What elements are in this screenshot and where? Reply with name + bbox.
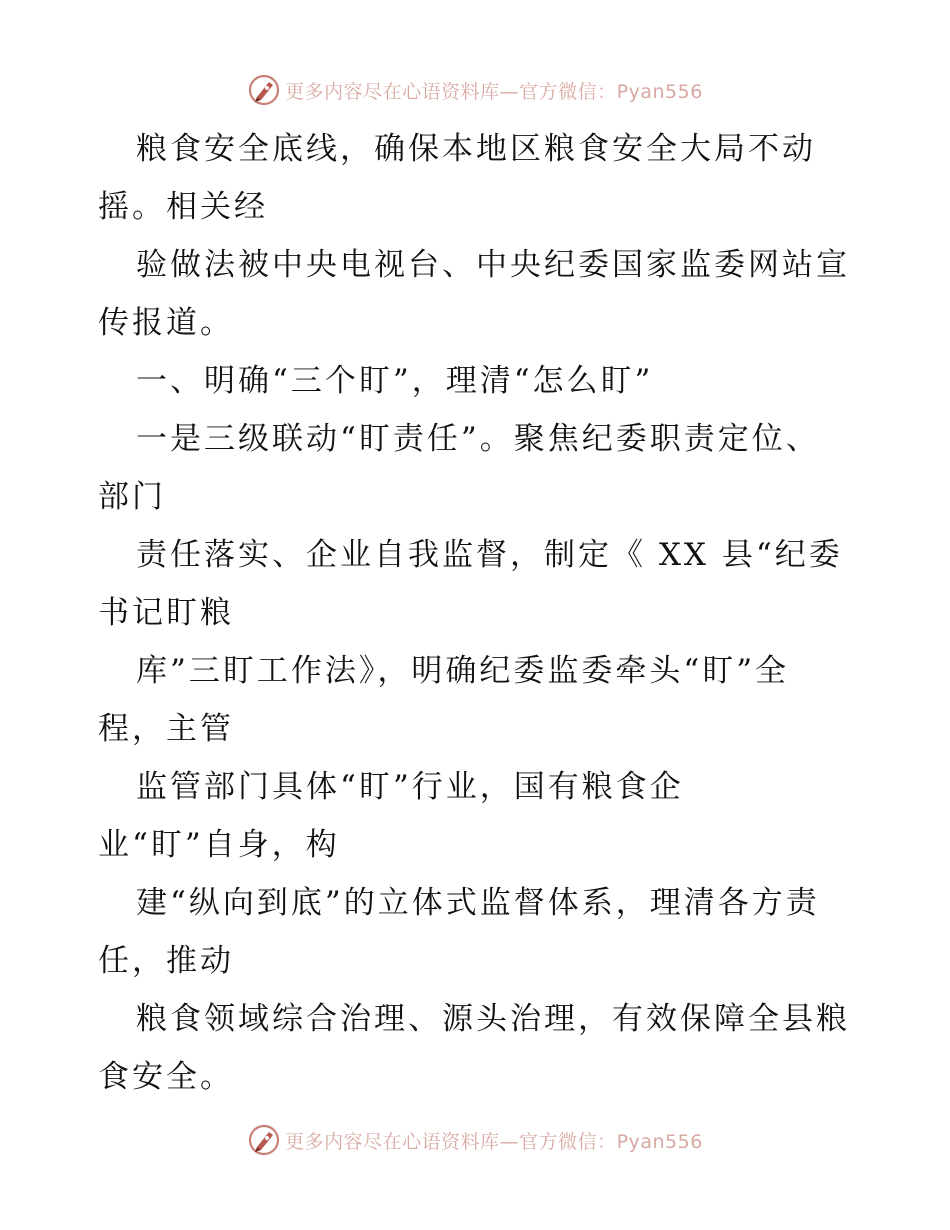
text-line: 建“纵向到底”的立体式监督体系，理清各方责 [136,885,820,921]
text-line: 书记盯粮 [98,595,234,631]
text-line: 库”三盯工作法》，明确纪委监委牵头“盯”全 [136,653,790,689]
text-line: 摇。相关经 [98,189,268,225]
text-line: 粮食安全底线，确保本地区粮食安全大局不动 [136,131,816,167]
text-line: 验做法被中央电视台、中央纪委国家监委网站宣 [136,247,850,283]
watermark-text: 更多内容尽在心语资料库—官方微信：Pyan556 [285,80,703,103]
text-line: 业“盯”自身，构 [98,827,340,863]
text-line: 一、明确“三个盯”，理清“怎么盯” [136,363,654,399]
text-line: 粮食领域综合治理、源头治理，有效保障全县粮 [136,1001,850,1037]
document-body [98,120,858,1106]
pen-logo-icon [247,1123,281,1157]
text-line: 一是三级联动“盯责任”。聚焦纪委职责定位、 [136,421,820,457]
text-line: 传报道。 [98,305,234,341]
footer-watermark [0,1120,950,1160]
pen-logo-icon [247,73,281,107]
text-line: 部门 [98,479,166,515]
text-line: 监管部门具体“盯”行业，国有粮食企 [136,769,684,805]
text-line: 食安全。 [98,1059,234,1095]
text-line: 任，推动 [98,943,234,979]
header-watermark [0,70,950,110]
watermark-text: 更多内容尽在心语资料库—官方微信：Pyan556 [285,1130,703,1153]
text-line: 责任落实、企业自我监督，制定《 XX 县“纪委 [136,537,843,573]
text-line: 程，主管 [98,711,234,747]
